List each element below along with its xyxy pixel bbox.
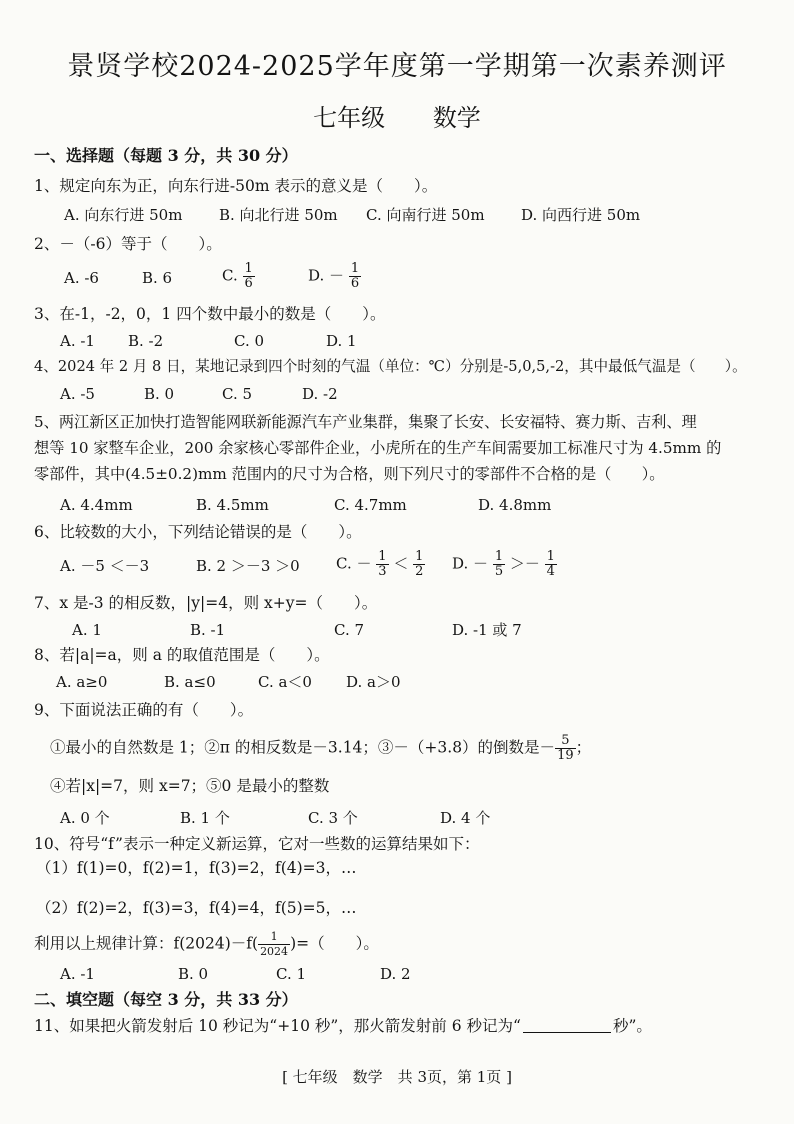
q9-statements-line-1 — [50, 734, 591, 763]
q10-option-d: D. 2 — [380, 965, 411, 983]
q1-option-c: C. 向南行进 50m — [366, 206, 485, 224]
q9-line-1-end: ； — [575, 738, 592, 757]
q9-reciprocal-fraction: $\frac{5}{19}$ — [557, 733, 574, 763]
q2-option-c — [222, 262, 255, 291]
q5-line-2: 想等 10 家整车企业，200 余家核心零部件企业，小虎所在的生产车间需要加工标准尺寸为 4.5mm 的 — [34, 439, 722, 457]
q2-option-d — [308, 262, 361, 291]
q2-option-c-fraction: $\frac{1}{6}$ — [244, 261, 253, 291]
q2-option-b: B. 6 — [142, 269, 173, 287]
q9-statements-1-3: ①最小的自然数是 1；②π 的相反数是－3.14；③－（+3.8）的倒数是－ — [50, 738, 556, 757]
q9-option-b: B. 1 个 — [180, 809, 230, 827]
q4-option-a: A. -5 — [60, 385, 95, 403]
q8-option-c: C. a＜0 — [258, 673, 312, 691]
q9-option-c: C. 3 个 — [308, 809, 358, 827]
q6-c-fraction-1: $\frac{1}{3}$ — [378, 549, 387, 579]
q8-stem: 8、若|a|=a，则 a 的取值范围是（ ）。 — [34, 646, 330, 664]
q3-option-b: B. -2 — [128, 332, 164, 350]
q5-option-d: D. 4.8mm — [478, 496, 552, 514]
q2-option-a: A. -6 — [64, 269, 99, 287]
q9-option-d: D. 4 个 — [440, 809, 491, 827]
q5-option-c: C. 4.7mm — [334, 496, 407, 514]
q7-option-a: A. 1 — [72, 621, 102, 639]
q10-calc-fraction: $\frac{1}{2024}$ — [260, 930, 289, 958]
q11-answer-blank[interactable] — [523, 1032, 611, 1033]
subject-label: 数学 — [432, 104, 481, 132]
q6-c-fraction-2: $\frac{1}{2}$ — [415, 549, 424, 579]
q5-option-b: B. 4.5mm — [196, 496, 269, 514]
q10-option-a: A. -1 — [60, 965, 95, 983]
q10-option-c: C. 1 — [276, 965, 307, 983]
q8-option-a: A. a≥0 — [56, 673, 108, 691]
q5-line-3: 零部件，其中(4.5±0.2)mm 范围内的尺寸为合格，则下列尺寸的零部件不合格的是（ ）。 — [34, 465, 665, 483]
q2-stem: 2、－（-6）等于（ ）。 — [34, 235, 222, 253]
q11-suffix: 秒”。 — [612, 1017, 652, 1035]
q6-option-c-label: C. － — [336, 554, 372, 573]
q10-rule-1: （1）f(1)=0，f(2)=1，f(3)=2，f(4)=3，… — [36, 859, 357, 877]
q11-prefix: 11、如果把火箭发射后 10 秒记为“+10 秒”，那火箭发射前 6 秒记为“ — [34, 1017, 521, 1035]
q10-calc-prefix: 利用以上规律计算：f(2024)－f( — [34, 934, 259, 953]
q6-option-a: A. －5 ＜－3 — [60, 557, 150, 575]
q6-option-d-label: D. － — [452, 554, 489, 573]
q4-option-b: B. 0 — [144, 385, 175, 403]
q6-c-operator: ＜ — [393, 554, 409, 573]
q10-stem: 10、符号“f”表示一种定义新运算，它对一些数的运算结果如下： — [34, 835, 480, 853]
q7-option-c: C. 7 — [334, 621, 365, 639]
q10-calc-suffix: )=（ ）。 — [290, 934, 379, 953]
q6-option-d — [452, 550, 557, 579]
q6-d-operator: ＞－ — [509, 554, 540, 573]
q6-stem: 6、比较数的大小，下列结论错误的是（ ）。 — [34, 523, 362, 541]
q7-option-b: B. -1 — [190, 621, 226, 639]
q9-option-a: A. 0 个 — [60, 809, 110, 827]
q1-stem: 1、规定向东为正，向东行进-50m 表示的意义是（ ）。 — [34, 177, 438, 195]
q1-option-a: A. 向东行进 50m — [64, 206, 183, 224]
grade-label: 七年级 — [313, 104, 386, 132]
q3-option-c: C. 0 — [234, 332, 265, 350]
q10-calculation — [34, 930, 379, 959]
q10-rule-2: （2）f(2)=2，f(3)=3，f(4)=4，f(5)=5，… — [36, 899, 357, 917]
section-1-title: 一、选择题（每题 3 分，共 30 分） — [34, 146, 298, 165]
q9-stem: 9、下面说法正确的有（ ）。 — [34, 701, 254, 719]
q6-option-c — [336, 550, 425, 579]
exam-title: 景贤学校2024-2025学年度第一学期第一次素养测评 — [67, 51, 727, 82]
q4-stem: 4、2024 年 2 月 8 日，某地记录到四个时刻的气温（单位：℃）分别是-5,0,5,-2，其中最低气温是（ ）。 — [34, 358, 747, 375]
q11-stem — [34, 1016, 652, 1036]
q7-option-d: D. -1 或 7 — [452, 621, 522, 639]
q4-option-c: C. 5 — [222, 385, 253, 403]
exam-subtitle — [0, 98, 794, 133]
section-2-title: 二、填空题（每空 3 分，共 33 分） — [34, 990, 298, 1009]
q8-option-d: D. a＞0 — [346, 673, 401, 691]
q6-option-b: B. 2 ＞－3 ＞0 — [196, 557, 300, 575]
q1-option-b: B. 向北行进 50m — [219, 206, 338, 224]
q7-stem: 7、x 是-3 的相反数，|y|=4，则 x+y=（ ）。 — [34, 594, 378, 612]
page-footer: [ 七年级 数学 共 3页，第 1页 ] — [282, 1068, 512, 1086]
q6-d-fraction-1: $\frac{1}{5}$ — [494, 549, 504, 579]
q2-option-d-label: D. － — [308, 266, 345, 285]
q3-option-a: A. -1 — [60, 332, 95, 350]
q3-stem: 3、在-1，-2，0，1 四个数中最小的数是（ ）。 — [34, 305, 386, 323]
q5-line-1: 5、两江新区正加快打造智能网联新能源汽车产业集群，集聚了长安、长安福特、赛力斯、吉利、理 — [34, 413, 697, 431]
q10-option-b: B. 0 — [178, 965, 209, 983]
q3-option-d: D. 1 — [326, 332, 357, 350]
q5-option-a: A. 4.4mm — [60, 496, 133, 514]
q6-d-fraction-2: $\frac{1}{4}$ — [546, 549, 555, 579]
q1-option-d: D. 向西行进 50m — [521, 206, 641, 224]
q2-option-d-fraction: $\frac{1}{6}$ — [350, 261, 360, 291]
q8-option-b: B. a≤0 — [164, 673, 216, 691]
q9-statements-line-2: ④若|x|=7，则 x=7；⑤0 是最小的整数 — [50, 777, 330, 795]
q2-option-c-label: C. — [222, 266, 238, 285]
q4-option-d: D. -2 — [302, 385, 338, 403]
